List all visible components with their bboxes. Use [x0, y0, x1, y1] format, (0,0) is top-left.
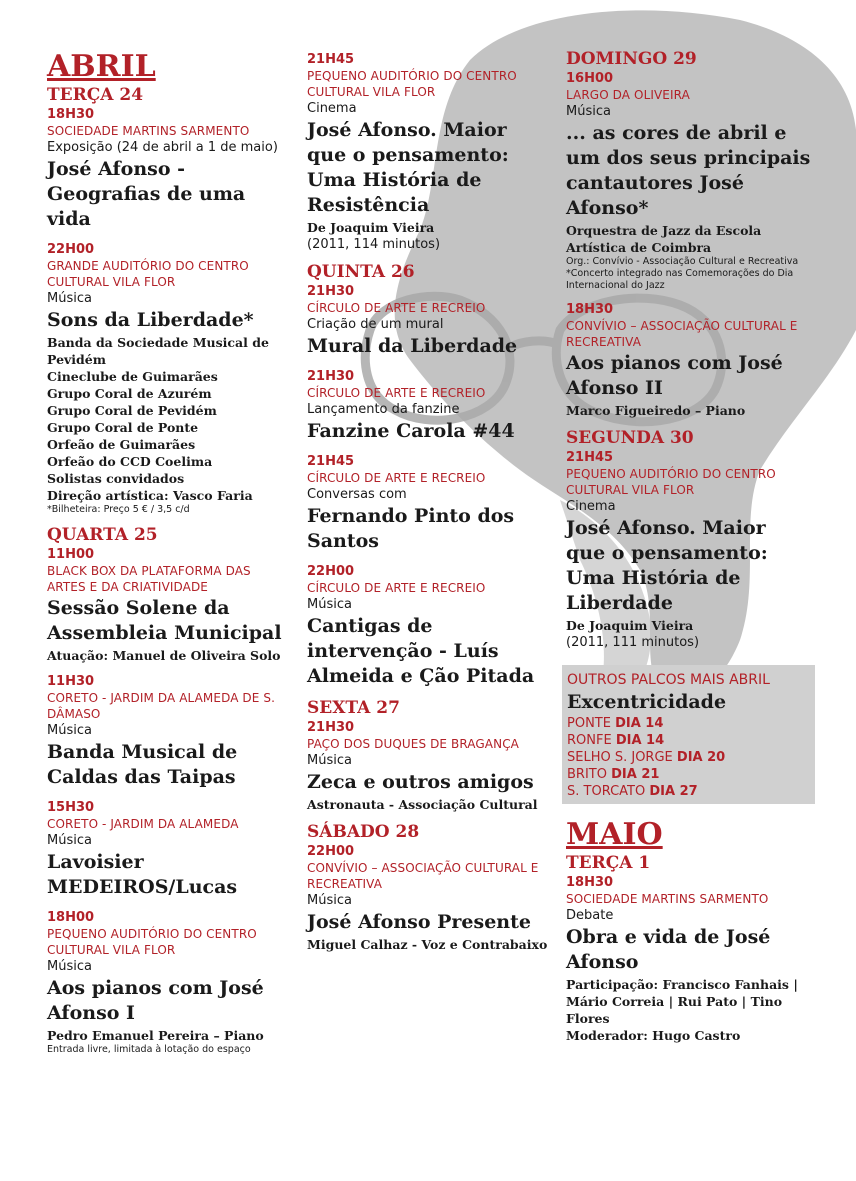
panel-row [567, 715, 810, 732]
event-detail: Atuação: Manuel de Oliveira Solo [47, 648, 281, 663]
event-time: 18H30 [566, 302, 614, 317]
event-time: 11H00 [47, 547, 95, 562]
event-category: Música [47, 959, 92, 974]
event-note: Org.: Convívio - Associação Cultural e Recreativa *Concerto integrado nas Comemorações do Dia Internacional do Jazz [566, 256, 799, 291]
day-heading: QUINTA 26 [307, 262, 415, 282]
other-stages-panel [562, 665, 815, 804]
event-title: Zeca e outros amigos [307, 771, 534, 793]
spacer [566, 804, 811, 818]
event-category: Música [47, 723, 92, 738]
event-time: 18H00 [47, 910, 95, 925]
event-item [307, 454, 552, 554]
event-title: Obra e vida de José Afonso [566, 926, 771, 973]
event-detail: Pedro Emanuel Pereira – Piano [47, 1028, 264, 1043]
event-venue: BLACK BOX DA PLATAFORMA DAS ARTES E DA CRIATIVIDADE [47, 564, 251, 594]
event-venue: CORETO - JARDIM DA ALAMEDA [47, 817, 239, 831]
event-note: Entrada livre, limitada à lotação do espaço [47, 1044, 251, 1055]
panel-row [567, 732, 810, 749]
event-time: 18H30 [566, 875, 614, 890]
column-3 [566, 50, 811, 1054]
event-category: Música [47, 291, 92, 306]
event-venue: GRANDE AUDITÓRIO DO CENTRO CULTURAL VILA FLOR [47, 259, 249, 289]
event-title: Lavoisier MEDEIROS/Lucas [47, 851, 238, 898]
event-time: 22H00 [307, 844, 355, 859]
event-category: Música [307, 597, 352, 612]
day-heading: QUARTA 25 [47, 525, 158, 545]
day-block [47, 526, 287, 1056]
event-category: Exposição (24 de abril a 1 de maio) [47, 140, 278, 155]
event-note: *Bilheteira: Preço 5 € / 3,5 c/d [47, 504, 190, 515]
event-category: Lançamento da fanzine [307, 402, 460, 417]
panel-date: DIA 14 [615, 716, 664, 731]
column-1 [47, 50, 287, 1066]
event-venue: CÍRCULO DE ARTE E RECREIO [307, 581, 486, 595]
panel-date: DIA 20 [676, 750, 726, 765]
event-note: (2011, 111 minutos) [566, 635, 700, 650]
event-venue: CÍRCULO DE ARTE E RECREIO [307, 301, 486, 315]
day-heading: TERÇA 1 [566, 853, 651, 873]
event-time: 22H00 [47, 242, 95, 257]
panel-heading: OUTROS PALCOS MAIS ABRIL [567, 672, 770, 688]
event-title: Sessão Solene da Assembleia Municipal [47, 597, 282, 644]
panel-place: RONFE [567, 733, 612, 748]
event-time: 21H30 [307, 369, 355, 384]
event-item [47, 910, 287, 1056]
column-2 [307, 50, 552, 963]
event-time: 21H30 [307, 284, 355, 299]
event-category: Música [566, 104, 611, 119]
event-time: 21H30 [307, 720, 355, 735]
event-item [47, 107, 287, 232]
event-title: José Afonso Presente [307, 911, 531, 933]
event-detail: Astronauta - Associação Cultural [307, 797, 538, 812]
event-item [566, 875, 811, 1044]
panel-date: DIA 21 [611, 767, 660, 782]
event-item [47, 674, 287, 790]
event-detail: Grupo Coral de Pevidém [47, 403, 217, 418]
event-category: Debate [566, 908, 614, 923]
event-item [307, 720, 552, 813]
event-category: Conversas com [307, 487, 407, 502]
event-detail: Cineclube de Guimarães [47, 369, 218, 384]
event-venue: PEQUENO AUDITÓRIO DO CENTRO CULTURAL VILA FLOR [566, 467, 776, 497]
event-item [566, 71, 811, 292]
event-title: Mural da Liberdade [307, 335, 518, 357]
event-category: Cinema [566, 499, 616, 514]
event-venue: PEQUENO AUDITÓRIO DO CENTRO CULTURAL VILA FLOR [47, 927, 257, 957]
event-category: Música [307, 753, 352, 768]
event-title: Fanzine Carola #44 [307, 420, 515, 442]
event-title: Cantigas de intervenção - Luís Almeida e Ção Pitada [307, 615, 535, 687]
event-venue: CÍRCULO DE ARTE E RECREIO [307, 386, 486, 400]
event-time: 15H30 [47, 800, 95, 815]
event-category: Música [47, 833, 92, 848]
event-detail: Grupo Coral de Ponte [47, 420, 199, 435]
month-heading: ABRIL [47, 49, 156, 84]
panel-place: SELHO S. JORGE [567, 750, 673, 765]
day-heading: TERÇA 24 [47, 85, 144, 105]
panel-place: PONTE [567, 716, 611, 731]
day-block [566, 50, 811, 419]
event-detail: De Joaquim Vieira [307, 220, 435, 235]
event-venue: PAÇO DOS DUQUES DE BRAGANÇA [307, 737, 519, 751]
event-detail: Orfeão de Guimarães [47, 437, 196, 452]
panel-row [567, 766, 810, 783]
event-time: 18H30 [47, 107, 95, 122]
day-block [307, 823, 552, 953]
event-item [47, 547, 287, 664]
event-note: (2011, 114 minutos) [307, 237, 441, 252]
day-heading: SEGUNDA 30 [566, 428, 694, 448]
day-block [307, 699, 552, 813]
panel-date: DIA 14 [615, 733, 665, 748]
event-detail: De Joaquim Vieira [566, 618, 694, 633]
event-venue: CÍRCULO DE ARTE E RECREIO [307, 471, 486, 485]
event-detail: Participação: Francisco Fanhais | Mário Correia | Rui Pato | Tino Flores [566, 977, 798, 1026]
event-detail: Orfeão do CCD Coelima [47, 454, 213, 469]
event-venue: CORETO - JARDIM DA ALAMEDA DE S. DÂMASO [47, 691, 275, 721]
event-detail: Banda da Sociedade Musical de Pevidém [47, 335, 269, 367]
event-item [47, 800, 287, 900]
event-venue: SOCIEDADE MARTINS SARMENTO [566, 892, 769, 906]
panel-date: DIA 27 [649, 784, 698, 799]
day-block [566, 854, 811, 1044]
event-item [566, 450, 811, 651]
event-venue: PEQUENO AUDITÓRIO DO CENTRO CULTURAL VILA FLOR [307, 69, 517, 99]
day-block [566, 429, 811, 651]
day-block [47, 86, 287, 516]
event-venue: SOCIEDADE MARTINS SARMENTO [47, 124, 250, 138]
event-detail: Orquestra de Jazz da Escola Artística de Coimbra [566, 223, 762, 255]
event-title: Aos pianos com José Afonso I [47, 977, 264, 1024]
panel-place: BRITO [567, 767, 607, 782]
event-time: 16H00 [566, 71, 614, 86]
event-detail: Marco Figueiredo – Piano [566, 403, 746, 418]
event-item [307, 844, 552, 953]
panel-title: Excentricidade [567, 691, 727, 713]
event-title: José Afonso. Maior que o pensamento: Uma História de Liberdade [566, 517, 768, 614]
event-time: 21H45 [307, 52, 355, 67]
event-item [307, 284, 552, 359]
event-item [566, 302, 811, 419]
day-heading: SÁBADO 28 [307, 822, 420, 842]
event-detail: Grupo Coral de Azurém [47, 386, 212, 401]
event-item [307, 52, 552, 253]
event-time: 11H30 [47, 674, 95, 689]
event-detail: Solistas convidados [47, 471, 185, 486]
panel-place: S. TORCATO [567, 784, 646, 799]
event-item [307, 369, 552, 444]
day-block [307, 263, 552, 689]
event-time: 21H45 [566, 450, 614, 465]
panel-row [567, 783, 810, 800]
event-detail: Miguel Calhaz - Voz e Contrabaixo [307, 937, 548, 952]
event-title: José Afonso. Maior que o pensamento: Uma História de Resistência [307, 119, 509, 216]
event-category: Música [307, 893, 352, 908]
event-title: ... as cores de abril e um dos seus principais cantautores José Afonso* [566, 122, 811, 219]
event-venue: LARGO DA OLIVEIRA [566, 88, 690, 102]
day-heading: SEXTA 27 [307, 698, 400, 718]
event-item [307, 564, 552, 689]
event-detail: Moderador: Hugo Castro [566, 1028, 741, 1043]
panel-row [567, 749, 810, 766]
event-title: Fernando Pinto dos Santos [307, 505, 515, 552]
day-block [307, 52, 552, 253]
event-time: 22H00 [307, 564, 355, 579]
event-time: 21H45 [307, 454, 355, 469]
event-category: Criação de um mural [307, 317, 444, 332]
event-title: Banda Musical de Caldas das Taipas [47, 741, 238, 788]
event-venue: CONVÍVIO – ASSOCIAÇÃO CULTURAL E RECREATIVA [566, 319, 798, 349]
month-heading: MAIO [566, 817, 663, 852]
event-detail: Direção artística: Vasco Faria [47, 488, 253, 503]
event-item [47, 242, 287, 516]
event-venue: CONVÍVIO – ASSOCIAÇÃO CULTURAL E RECREATIVA [307, 861, 539, 891]
event-title: Aos pianos com José Afonso II [566, 352, 783, 399]
event-title: José Afonso - Geografias de uma vida [47, 158, 246, 230]
day-heading: DOMINGO 29 [566, 49, 697, 69]
event-title: Sons da Liberdade* [47, 309, 254, 331]
event-category: Cinema [307, 101, 357, 116]
